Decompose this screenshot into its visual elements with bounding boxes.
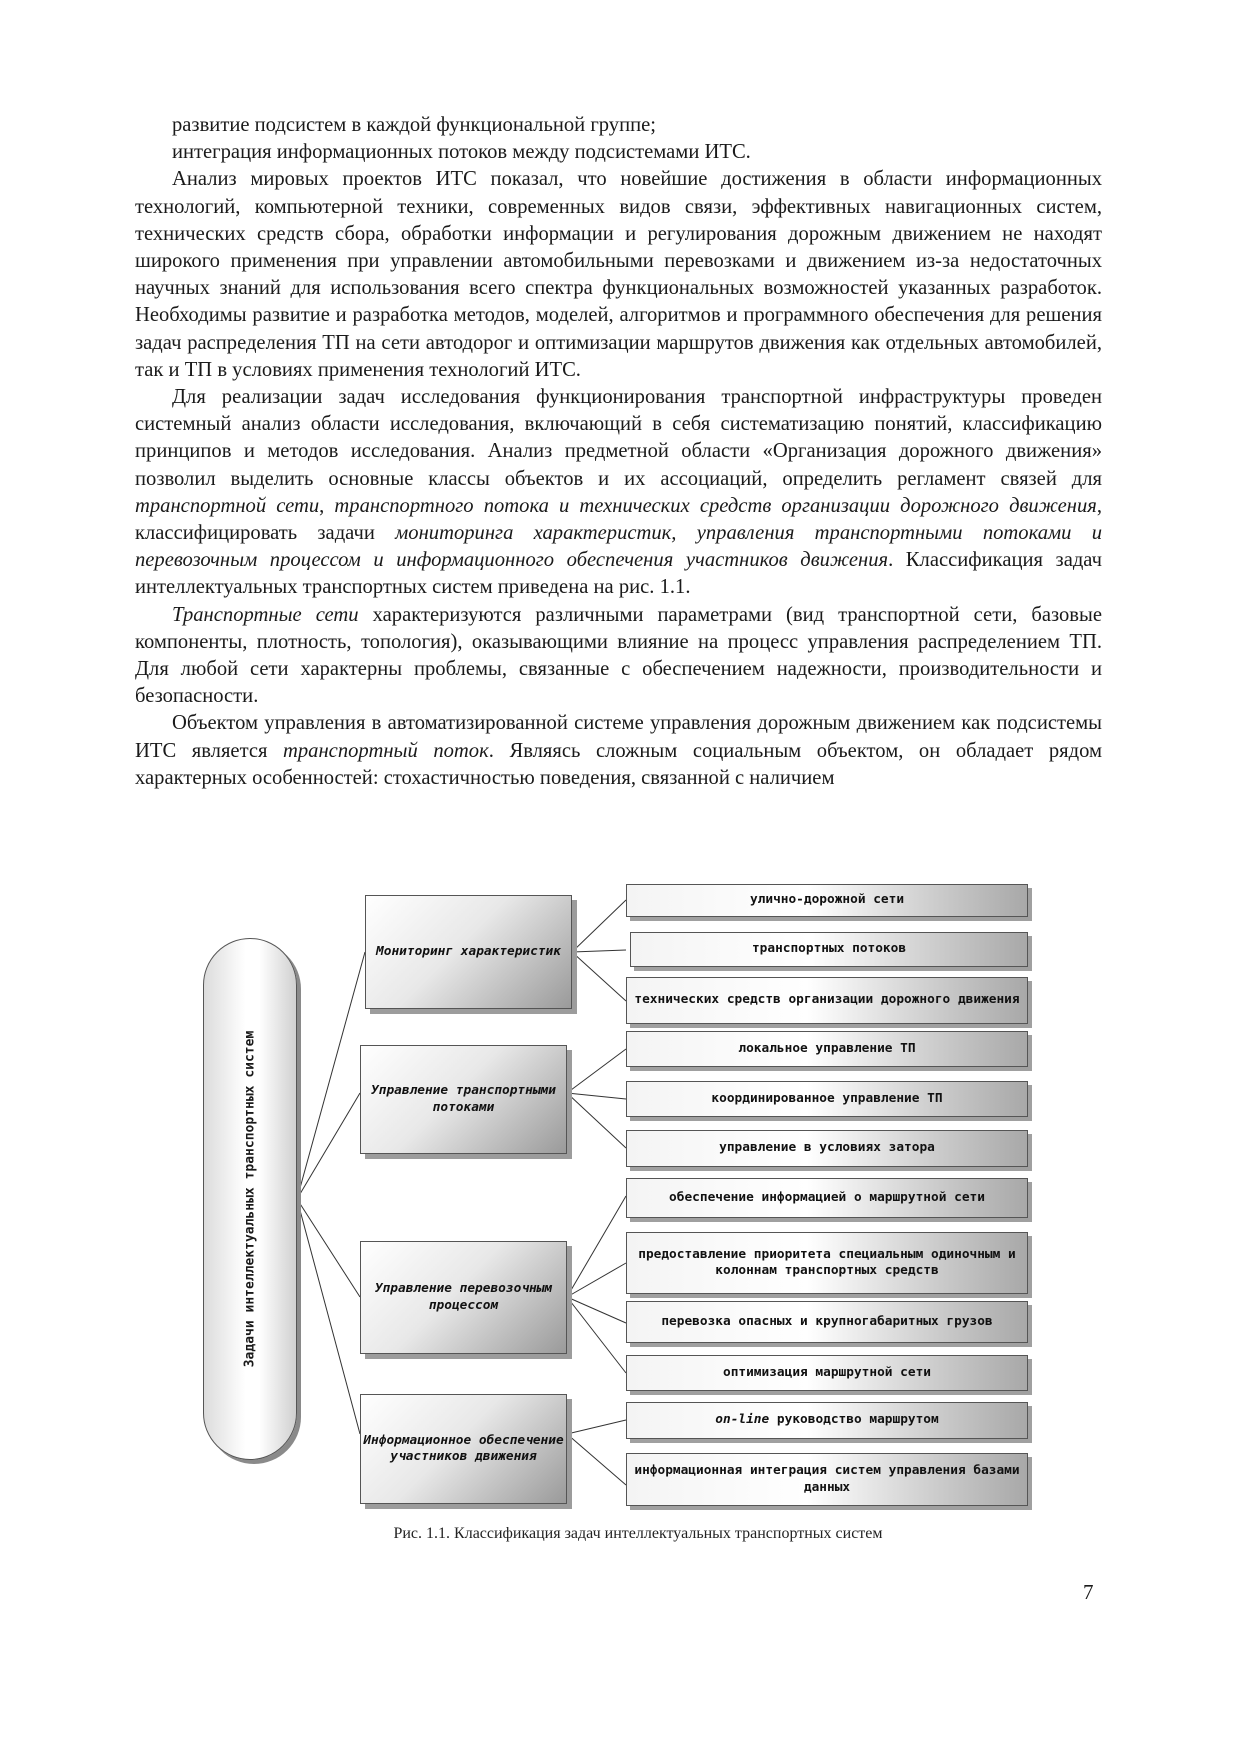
connector-line [567, 1093, 626, 1148]
leaf-local-control: локальное управление ТП [626, 1031, 1028, 1067]
paragraph-its-analysis: Анализ мировых проектов ИТС показал, что новейшие достижения в области информационных технологий, компьютерной техники, современных видов связи, эффективных навигационных систем, технических средств сбора, обработки информации и регулирования дорожным движением не находят широкого применения при управлении автомобильными перевозками и движением из-за недостаточных научных знаний для использования всего спектра функциональных возможностей указанных разработок. Необходимы развитие и разработка методов, моделей, алгоритмов и программного обеспечения для решения задач распределения ТП на сети автодорог и оптимизации маршрутов движения как отдельных автомобилей, так и ТП в условиях применения технологий ИТС. [135, 168, 1102, 381]
paragraph-transport-networks: Транспортные сети характеризуются различными параметрами (вид транспортной сети, базовые компоненты, плотность, топология), оказывающими влияние на процесс управления распределением ТП. Для любой сети характерны проблемы, связанные с обеспечением надежности, производительности и безопасности. [135, 603, 1103, 708]
leaf-coordinated-control: координированное управление ТП [626, 1081, 1028, 1117]
connector-line [567, 1093, 626, 1099]
list-item: интеграция информационных потоков между подсистемами ИТС. [172, 141, 751, 164]
leaf-route-optimization: оптимизация маршрутной сети [626, 1355, 1028, 1391]
connector-line [297, 1199, 360, 1297]
leaf-congestion-control: управление в условиях затора [626, 1130, 1028, 1167]
paragraph-system-analysis: Для реализации задач исследования функционирования транспортной инфраструктуры проведен системный анализ области исследования, включающий в себя систематизацию понятий, классификацию принципов и методов исследования. Анализ предметной области «Организация дорожного движения» позволил выделить основные классы объектов и их ассоциаций, определить регламент связей для транспортной сети, транспортного потока и технических средств организации дорожного движения, классифицировать задачи мониторинга характеристик, управления транспортными потоками и перевозочным процессом и информационного обеспечения участников движения. Классификация задач интеллектуальных транспортных систем приведена на рис. 1.1. [135, 386, 1102, 599]
category-information-support: Информационное обеспечение участников движения [360, 1394, 567, 1504]
connector-line [567, 1297, 626, 1323]
leaf-hazardous-cargo: перевозка опасных и крупногабаритных грузов [626, 1301, 1028, 1343]
connector-line [567, 1434, 626, 1485]
figure-caption: Рис. 1.1. Классификация задач интеллектуальных транспортных систем [393, 1525, 883, 1542]
connector-line [572, 952, 626, 1001]
paragraph-traffic-flow: Объектом управления в автоматизированной системе управления дорожным движением как подсистемы ИТС является транспортный поток. Являясь сложным социальным объектом, он обладает рядом характерных особенностей: стохастичностью поведения, связанной с наличием [135, 712, 1103, 789]
connector-line [567, 1263, 626, 1297]
connector-line [297, 1093, 360, 1199]
leaf-technical-means: технических средств организации дорожного движения [626, 977, 1028, 1024]
category-monitoring: Мониторинг характеристик [365, 895, 572, 1009]
leaf-online-guidance: on-line руководство маршрутом [626, 1402, 1028, 1439]
leaf-database-integration: информационная интеграция систем управления базами данных [626, 1453, 1028, 1506]
leaf-priority-vehicles: предоставление приоритета специальным одиночным и колоннам транспортных средств [626, 1232, 1028, 1294]
root-node-label: Задачи интеллектуальных транспортных систем [242, 1030, 258, 1368]
leaf-traffic-flows: транспортных потоков [630, 932, 1028, 967]
category-transport-process: Управление перевозочным процессом [360, 1241, 567, 1354]
connector-line [567, 1049, 626, 1093]
connector-line [297, 952, 365, 1199]
list-item: развитие подсистем в каждой функциональной группе; [172, 114, 656, 136]
connector-line [567, 1297, 626, 1373]
connector-line [572, 950, 626, 952]
category-traffic-control: Управление транспортными потоками [360, 1045, 567, 1154]
connector-line [297, 1199, 360, 1434]
page-number: 7 [1083, 1580, 1094, 1604]
leaf-route-network-info: обеспечение информацией о маршрутной сети [626, 1178, 1028, 1218]
connector-line [567, 1420, 626, 1434]
connector-line [567, 1196, 626, 1297]
leaf-street-network: улично-дорожной сети [626, 884, 1028, 917]
connector-line [572, 900, 626, 952]
